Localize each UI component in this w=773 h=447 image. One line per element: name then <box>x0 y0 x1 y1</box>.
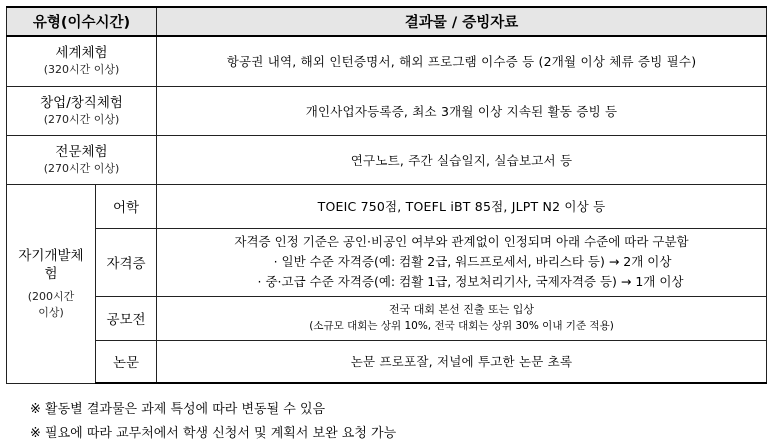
contest-line1: 전국 대회 본선 진출 또는 입상 <box>389 303 535 316</box>
footnote: ※ 활동별 결과물은 과제 특성에 따라 변동될 수 있음 <box>30 402 326 417</box>
footnotes <box>30 398 396 446</box>
sub-type-paper: 논문 <box>96 340 157 383</box>
header-result: 결과물 / 증빙자료 <box>157 7 767 36</box>
table-header-row <box>7 7 767 36</box>
result-cell: TOEIC 750점, TOEFL iBT 85점, JLPT N2 이상 등 <box>157 184 767 228</box>
type-cell <box>7 135 157 184</box>
contest-line2: (소규모 대회는 상위 10%, 전국 대회는 상위 30% 이내 기준 적용) <box>309 320 614 332</box>
type-cell <box>7 36 157 86</box>
table-row <box>7 135 767 184</box>
certificate-advanced-level: · 중·고급 수준 자격증(예: 컴활 1급, 정보처리기사, 국제자격증 등) → 1개 이상 <box>257 274 684 289</box>
certificate-result-cell <box>157 228 767 296</box>
certificate-criteria: 자격증 인정 기준은 공인·비공인 여부와 관계없이 인정되며 아래 수준에 따라 구분함 <box>234 234 689 249</box>
type-name: 세계체험 <box>55 45 108 62</box>
certificate-general-level: · 일반 수준 자격증(예: 컴활 2급, 워드프로세서, 바리스타 등) → 2개 이상 <box>273 254 672 269</box>
table-row <box>7 184 767 228</box>
type-hours-line1: (200시간 <box>27 289 75 303</box>
footnote: ※ 필요에 따라 교무처에서 학생 신청서 및 계획서 보완 요청 가능 <box>30 426 397 441</box>
requirements-table <box>6 6 767 384</box>
table-row <box>7 296 767 340</box>
self-dev-type-cell <box>7 184 96 383</box>
type-hours: (320시간 이상) <box>43 63 120 77</box>
sub-type-contest: 공모전 <box>96 296 157 340</box>
type-name: 창업/창직체험 <box>40 94 123 111</box>
type-hours-line2: 이상) <box>38 305 64 319</box>
result-cell: 논문 프로포잘, 저널에 투고한 논문 초록 <box>157 340 767 383</box>
table-row <box>7 340 767 383</box>
type-hours: (270시간 이상) <box>43 161 120 175</box>
header-type: 유형(이수시간) <box>7 7 157 36</box>
table-row <box>7 228 767 296</box>
result-cell: 연구노트, 주간 실습일지, 실습보고서 등 <box>157 135 767 184</box>
result-cell: 항공권 내역, 해외 인턴증명서, 해외 프로그램 이수증 등 (2개월 이상 체류 증빙 필수) <box>157 36 767 86</box>
type-hours: (270시간 이상) <box>43 112 120 126</box>
sub-type-language: 어학 <box>96 184 157 228</box>
table-row <box>7 86 767 135</box>
type-name-line2: 험 <box>44 265 58 282</box>
contest-result-cell <box>157 296 767 340</box>
sub-type-certificate: 자격증 <box>96 228 157 296</box>
table-row <box>7 36 767 86</box>
type-name-line1: 자기개발체 <box>18 247 84 264</box>
type-name: 전문체험 <box>55 143 108 160</box>
result-cell: 개인사업자등록증, 최소 3개월 이상 지속된 활동 증빙 등 <box>157 86 767 135</box>
type-cell <box>7 86 157 135</box>
